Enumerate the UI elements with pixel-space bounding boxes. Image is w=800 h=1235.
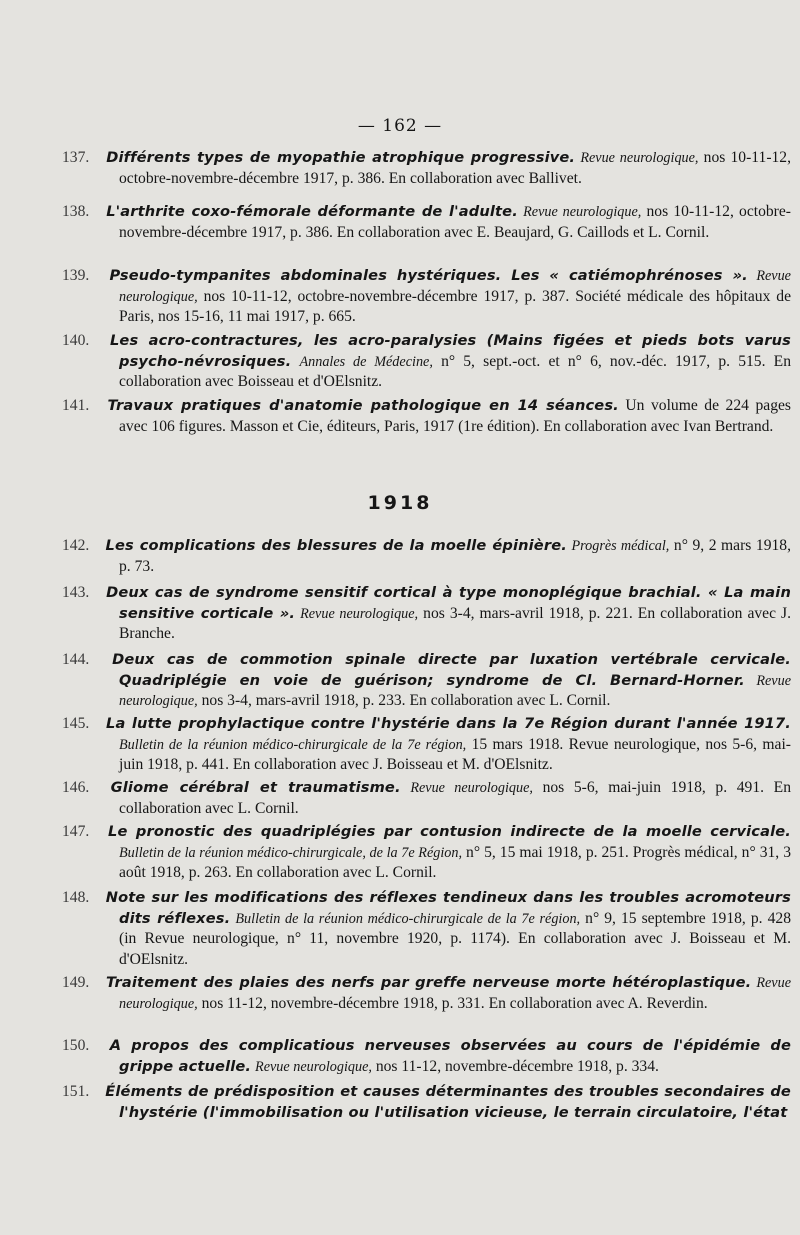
entry-details: n° 5, sept.-oct. et n° 6, nov.-déc. 1917, p. 515. En collaboration avec Boisseau et d'OElsnitz. <box>119 352 791 390</box>
entry-title: Différents types de myopathie atrophique progressive. <box>106 149 576 166</box>
entry-journal: Revue neurologique, <box>119 975 791 1012</box>
entry-title: Les acro-contractures, les acro-paralysies (Mains figées et pieds bots varus psycho-névrosiques. <box>109 332 791 370</box>
bibliography-entry-150 <box>62 1036 791 1077</box>
entry-number: 143. <box>62 584 90 601</box>
entry-details: n° 9, 15 septembre 1918, p. 428 (in Revue neurologique, n° 11, novembre 1920, p. 1174). En collaboration avec J. Boisseau et M. d'OElsnitz. <box>119 909 791 968</box>
entry-number: 138. <box>62 203 90 220</box>
entry-number: 150. <box>62 1037 90 1054</box>
entry-details: nos 3-4, mars-avril 1918, p. 233. En collaboration avec L. Cornil. <box>201 692 611 709</box>
bibliography-entry-144 <box>62 650 791 712</box>
entry-details: nos 10-11-12, octobre-novembre-décembre 1917, p. 387. Société médicale des hôpitaux de Paris, nos 15-16, 11 mai 1917, p. 665. <box>119 287 791 325</box>
entry-number: 147. <box>62 823 90 840</box>
bibliography-entry-140 <box>62 331 791 393</box>
entry-number: 151. <box>62 1083 90 1100</box>
entry-details: n° 9, 2 mars 1918, p. 73. <box>119 537 791 575</box>
entry-journal: Revue neurologique, <box>255 1058 372 1075</box>
entry-journal: Progrès médical, <box>571 538 670 554</box>
entry-details: n° 5, 15 mai 1918, p. 251. Progrès médical, n° 31, 3 août 1918, p. 263. En collaboration avec L. Cornil. <box>119 843 791 881</box>
entry-journal: Revue neurologique, <box>119 672 791 709</box>
year-heading: 1918 <box>367 492 433 514</box>
bibliography-entry-148 <box>62 888 791 970</box>
entry-title: Deux cas de commotion spinale directe par luxation vertébrale cervicale. Quadriplégie en voie de guérison; syndrome de Cl. Bernard-Horner. <box>112 651 791 689</box>
bibliography-entry-141 <box>62 396 791 437</box>
entry-title: Éléments de prédisposition et causes déterminantes des troubles secondaires de l'hystérie (l'immobilisation ou l'utilisation vicieuse, le terrain circulatoire, l'état <box>105 1083 791 1121</box>
entry-number: 140. <box>62 332 90 349</box>
entry-journal: Revue neurologique, <box>523 204 642 220</box>
bibliography-entry-143 <box>62 583 791 645</box>
bibliography-entry-149 <box>62 973 791 1014</box>
bibliography-entry-147 <box>62 822 791 884</box>
entry-details: 15 mars 1918. Revue neurologique, nos 5-6, mai-juin 1918, p. 441. En collaboration avec J. Boisseau et M. d'OElsnitz. <box>119 735 791 773</box>
entry-title: Gliome cérébral et traumatisme. <box>110 779 401 796</box>
entry-details: nos 3-4, mars-avril 1918, p. 221. En collaboration avec J. Branche. <box>119 604 792 642</box>
page-number: — 162 — <box>357 116 443 136</box>
entry-number: 139. <box>62 267 90 284</box>
entry-journal: Annales de Médecine, <box>299 353 433 370</box>
bibliography-entry-145 <box>62 714 791 776</box>
entry-details: Un volume de 224 pages avec 106 figures. Masson et Cie, éditeurs, Paris, 1917 (1re édition). En collaboration avec Ivan Bertrand. <box>119 397 791 435</box>
entry-number: 148. <box>62 889 90 906</box>
entry-number: 144. <box>62 651 90 668</box>
entry-title: A propos des complicatious nerveuses observées au cours de l'épidémie de grippe actuelle. <box>109 1037 791 1075</box>
entry-details: nos 11-12, novembre-décembre 1918, p. 331. En collaboration avec A. Reverdin. <box>201 994 708 1012</box>
entry-number: 145. <box>62 715 90 732</box>
entry-details: nos 10-11-12, octobre-novembre-décembre 1917, p. 386. En collaboration avec E. Beaujard, G. Caillods et L. Cornil. <box>119 203 791 241</box>
entry-title: Note sur les modifications des réflexes tendineux dans les troubles acromoteurs dits réflexes. <box>105 889 791 927</box>
entry-title: Les complications des blessures de la moelle épinière. <box>105 537 567 554</box>
bibliography-entry-139 <box>62 266 791 328</box>
entry-title: L'arthrite coxo-fémorale déformante de l'adulte. <box>106 203 518 220</box>
entry-journal: Revue neurologique, <box>119 268 791 305</box>
bibliography-entry-142 <box>62 536 791 577</box>
entry-title: Traitement des plaies des nerfs par greffe nerveuse morte hétéroplastique. <box>106 974 752 991</box>
entry-details: nos 10-11-12, octobre-novembre-décembre 1917, p. 386. En collaboration avec Ballivet. <box>119 149 791 187</box>
entry-journal: Revue neurologique, <box>580 150 699 166</box>
entry-journal: Revue neurologique, <box>300 605 419 622</box>
entry-journal: Revue neurologique, <box>410 780 533 796</box>
entry-journal: Bulletin de la réunion médico-chirurgicale de la 7e région, <box>119 736 467 753</box>
entry-title: Pseudo-tympanites abdominales hystériques. Les « catiémophrénoses ». <box>109 267 748 284</box>
bibliography-entry-138 <box>62 202 791 243</box>
entry-number: 149. <box>62 974 90 991</box>
entry-number: 142. <box>62 537 90 554</box>
entry-title: Le pronostic des quadriplégies par contusion indirecte de la moelle cervicale. <box>108 823 792 840</box>
entry-details: nos 5-6, mai-juin 1918, p. 491. En collaboration avec L. Cornil. <box>119 779 791 817</box>
entry-title: La lutte prophylactique contre l'hystérie dans la 7e Région durant l'année 1917. <box>106 715 791 732</box>
bibliography-entry-146 <box>62 778 791 819</box>
bibliography-entry-137 <box>62 148 791 189</box>
entry-number: 146. <box>62 779 90 796</box>
entry-number: 137. <box>62 149 90 166</box>
entry-title: Travaux pratiques d'anatomie pathologique en 14 séances. <box>107 397 619 414</box>
entry-title: Deux cas de syndrome sensitif cortical à type monoplégique brachial. « La main sensitive corticale ». <box>106 584 791 622</box>
entry-journal: Bulletin de la réunion médico-chirurgicale, de la 7e Région, <box>119 844 463 861</box>
entry-journal: Bulletin de la réunion médico-chirurgicale de la 7e région, <box>235 910 581 927</box>
entry-number: 141. <box>62 397 90 414</box>
bibliography-entry-151 <box>62 1082 791 1123</box>
entry-details: nos 11-12, novembre-décembre 1918, p. 334. <box>375 1057 659 1075</box>
